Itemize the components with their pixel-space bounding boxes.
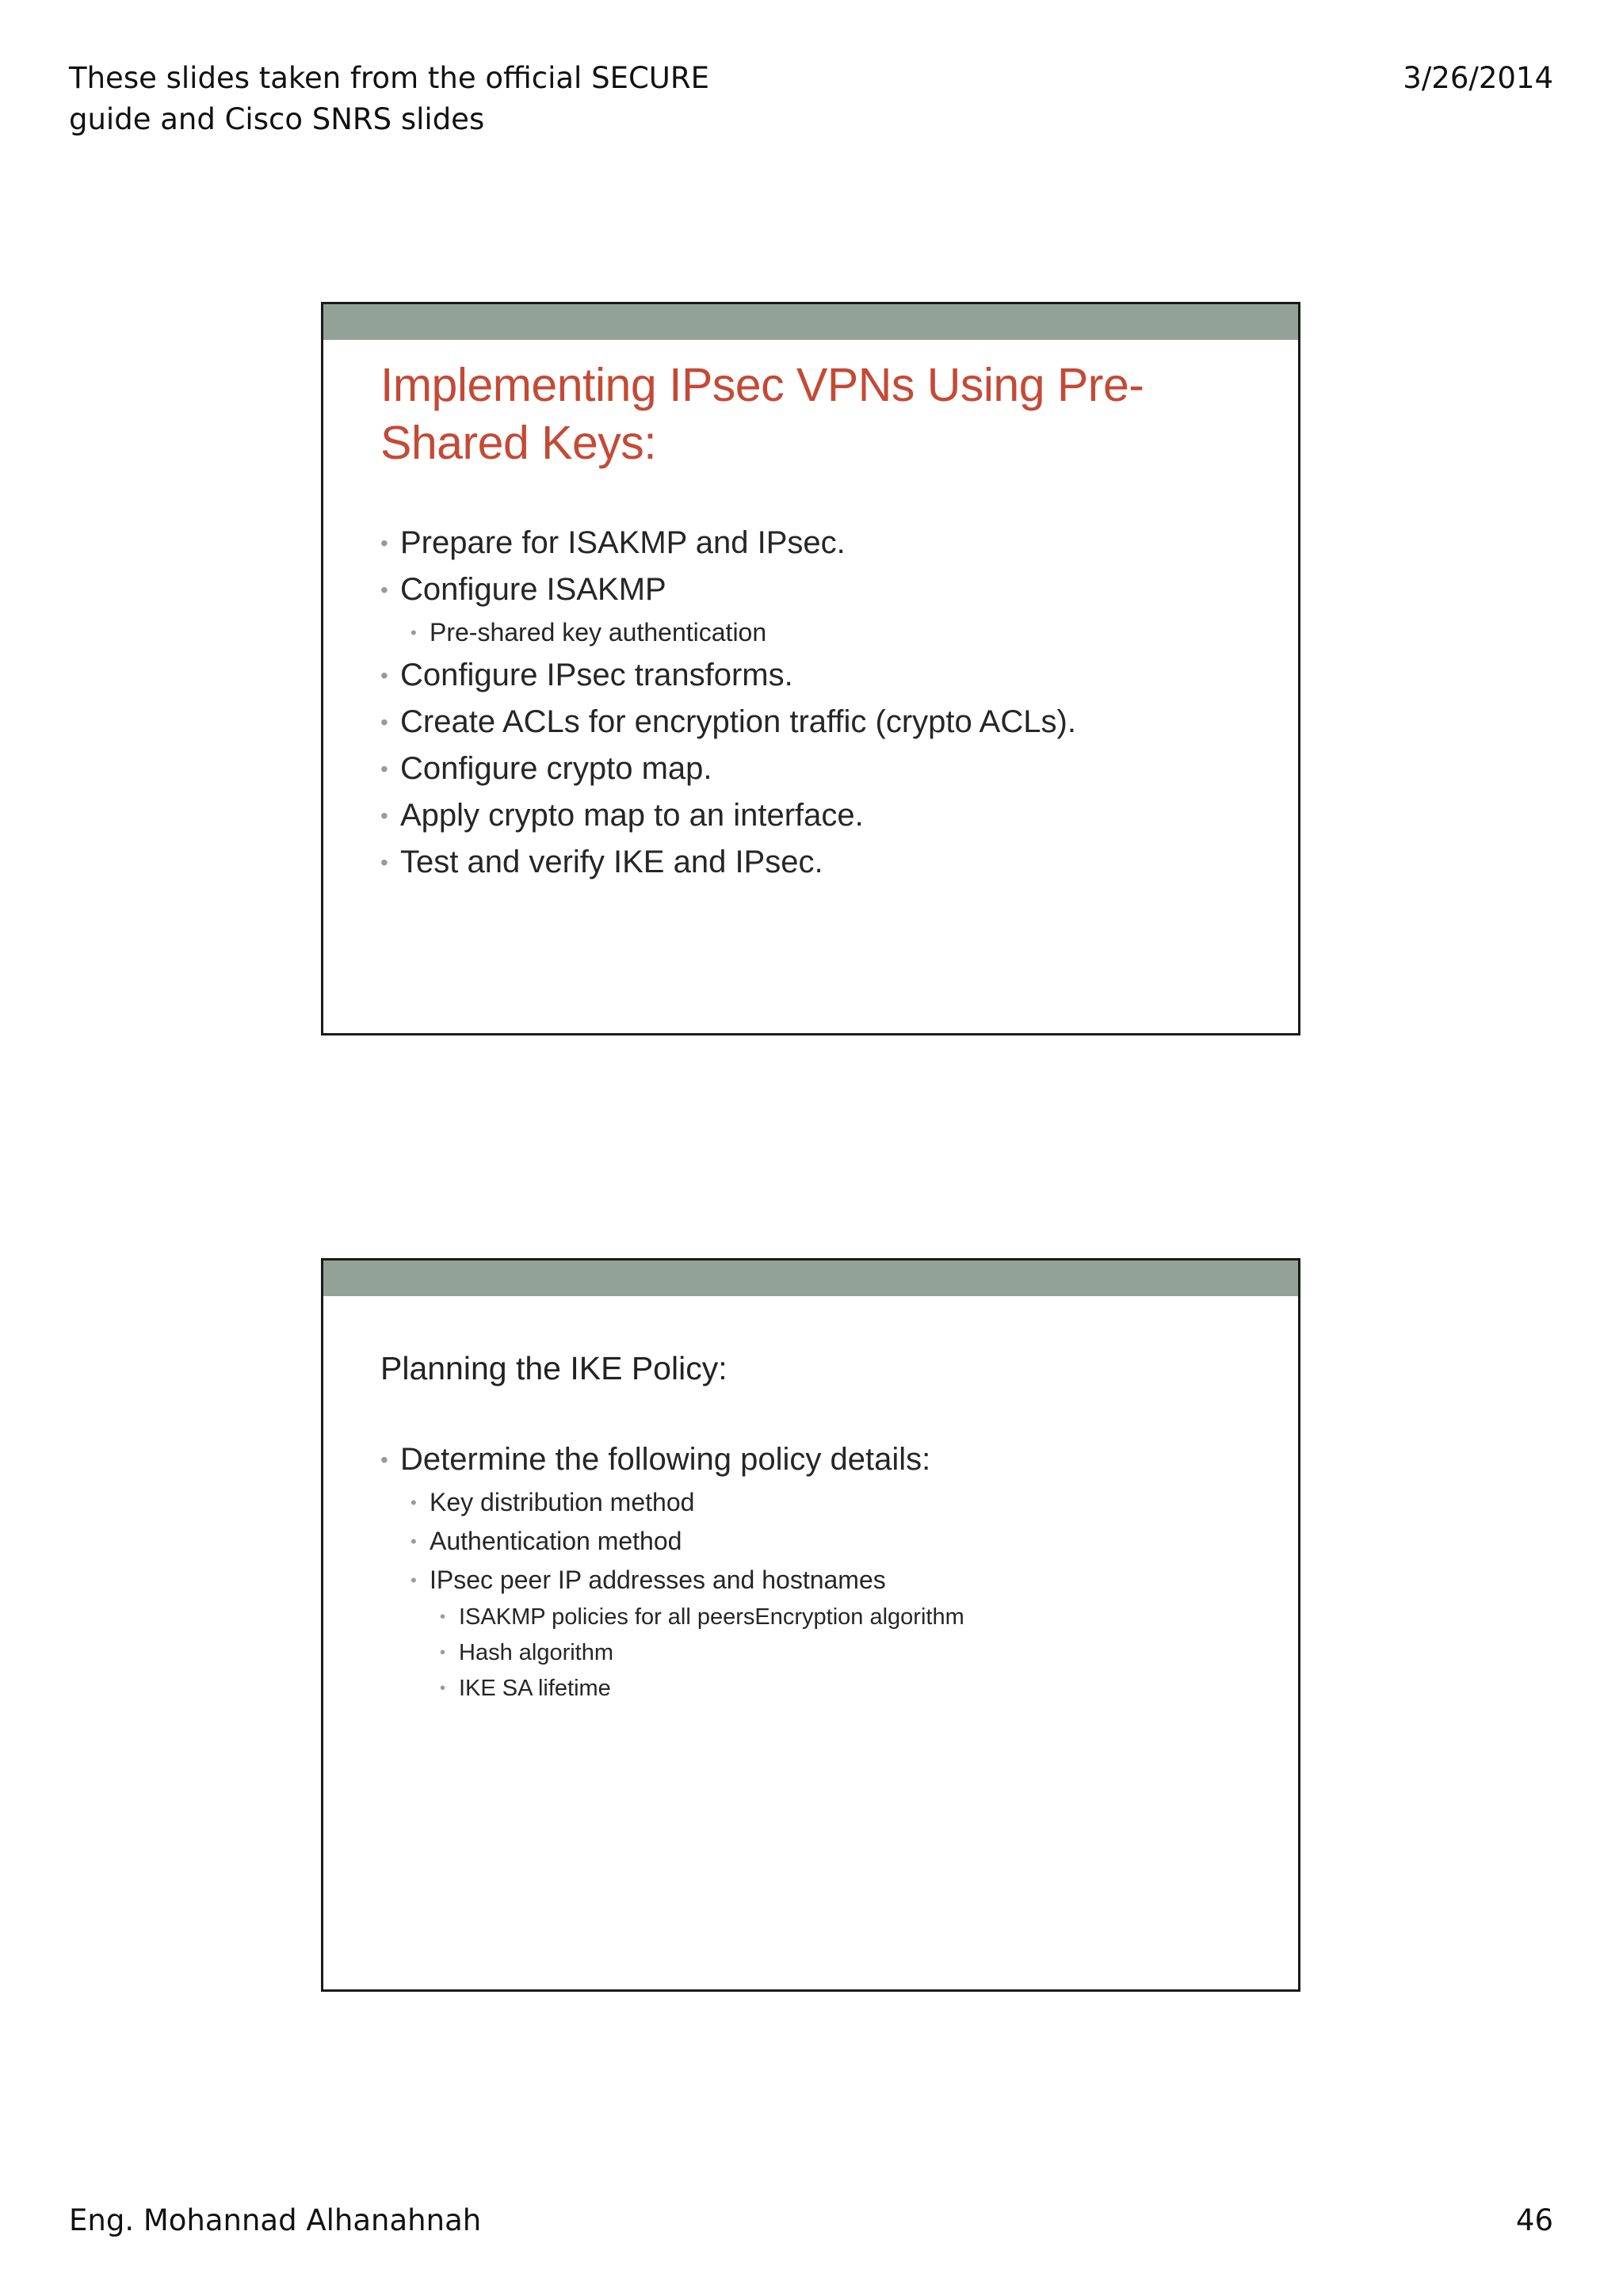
page-header-note: [69, 58, 782, 140]
bullet-item: • Create ACLs for encryption traffic (crypto ACLs).: [380, 699, 1268, 746]
header-date: 3/26/2014: [1403, 61, 1553, 95]
bullet-item: • Prepare for ISAKMP and IPsec.: [380, 520, 1268, 566]
slide-implementing-ipsec: [321, 302, 1300, 1035]
slide-title: Planning the IKE Policy:: [380, 1350, 727, 1386]
bullet-item: • Configure crypto map.: [380, 746, 1268, 792]
bullet-list: [380, 1436, 1268, 1707]
bullet-list: [380, 520, 1268, 886]
slide-title-bar: [323, 1261, 1298, 1296]
slide-planning-ike-policy: [321, 1258, 1300, 1992]
slide-title: [380, 357, 1252, 472]
page-number: 46: [1515, 2203, 1553, 2237]
sub-bullet-item: • Key distribution method: [380, 1483, 1268, 1522]
footer-author: Eng. Mohannad Alhanahnah: [69, 2203, 482, 2237]
header-note-line-1: These slides taken from the official SECURE: [69, 61, 709, 95]
bullet-item: • Test and verify IKE and IPsec.: [380, 839, 1268, 886]
slide-title-line-2: Shared Keys:: [380, 417, 657, 469]
sub-bullet-item: • IPsec peer IP addresses and hostnames: [380, 1561, 1268, 1600]
slide-title-line-1: Implementing IPsec VPNs Using Pre-: [380, 359, 1144, 411]
sub-sub-bullet-item: • Hash algorithm: [380, 1635, 1268, 1671]
header-note-line-2: guide and Cisco SNRS slides: [69, 102, 485, 136]
bullet-item: • Determine the following policy details:: [380, 1436, 1268, 1483]
sub-sub-bullet-item: • ISAKMP policies for all peersEncryption algorithm: [380, 1600, 1268, 1635]
bullet-item: • Configure IPsec transforms.: [380, 652, 1268, 699]
sub-bullet-item: • Pre-shared key authentication: [380, 613, 1268, 652]
sub-bullet-item: • Authentication method: [380, 1522, 1268, 1561]
slide-title-bar: [323, 304, 1298, 340]
bullet-item: • Apply crypto map to an interface.: [380, 792, 1268, 839]
bullet-item: • Configure ISAKMP: [380, 566, 1268, 613]
sub-sub-bullet-item: • IKE SA lifetime: [380, 1671, 1268, 1707]
